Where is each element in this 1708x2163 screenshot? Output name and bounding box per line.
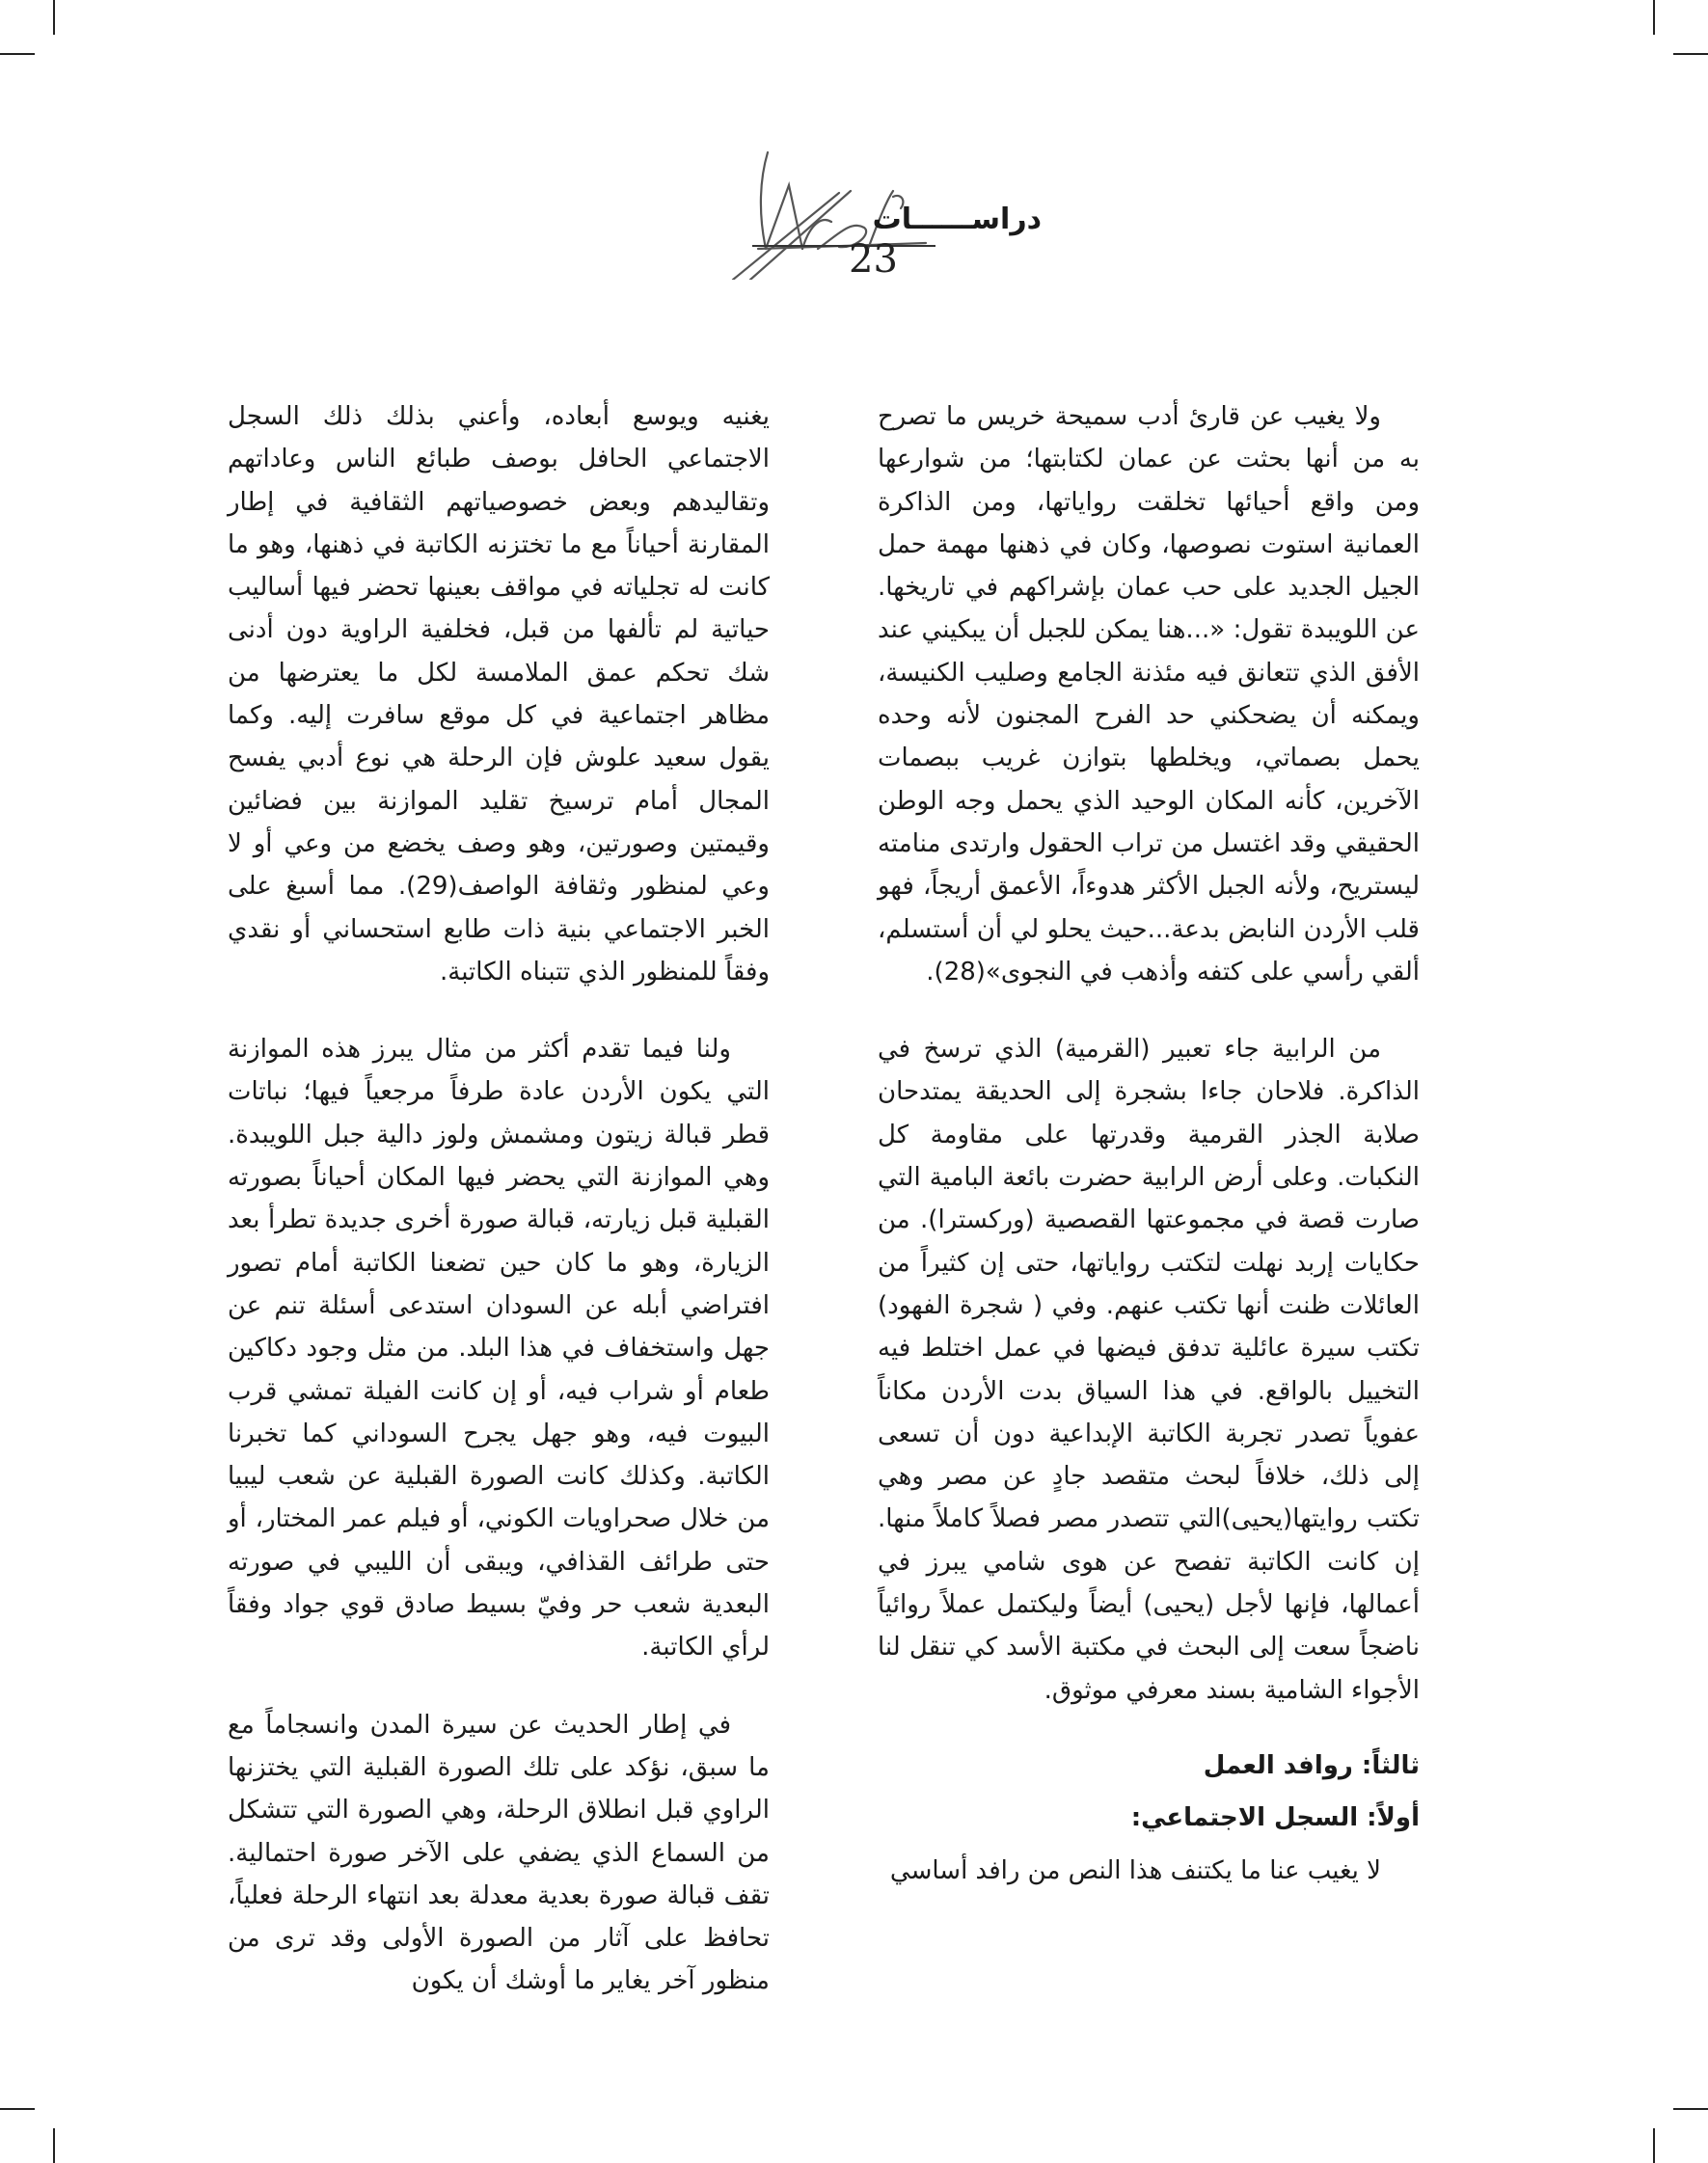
crop-mark-bl-v <box>53 2128 55 2163</box>
crop-mark-br-h <box>1673 2108 1708 2110</box>
section-heading: ثالثاً: روافد العمل <box>1203 1750 1420 1780</box>
crop-mark-tr-h <box>1673 53 1708 55</box>
page-number: 23 <box>849 237 898 282</box>
column-right <box>878 395 1420 1892</box>
paragraph: ولنا فيما تقدم أكثر من مثال يبرز هذه الموازنة التي يكون الأردن عادة طرفاً مرجعياً فيها؛ نباتات قطر قبالة زيتون ومشمش ولوز دالية جبل اللويبدة. وهي الموازنة التي يحضر فيها المكان أحياناً بصورته القبلية قبل زيارته، قبالة صورة أخرى جديدة تطرأ بعد الزيارة، وهو ما كان حين تضعنا الكاتبة أمام تصور افتراضي أبله عن السودان استدعى أسئلة تنم عن جهل واستخفاف في هذا البلد. من مثل وجود دكاكين طعام أو شراب فيه، أو إن كانت الفيلة تمشي قرب البيوت فيه، وهو جهل يجرح السوداني كما تخبرنا الكاتبة. وكذلك كانت الصورة القبلية عن شعب ليبيا من خلال صحراويات الكوني، أو فيلم عمر المختار، أو حتى طرائف القذافي، ويبقى أن الليبي في صورته البعدية شعب حر وفيّ بسيط صادق قوي جواد وفقاً لرأي الكاتبة. <box>228 1035 770 1663</box>
paragraph: ولا يغيب عن قارئ أدب سميحة خريس ما تصرح به من أنها بحثت عن عمان لكتابتها؛ من شوارعها ومن واقع أحيائها تخلقت رواياتها، ومن الذاكرة العمانية استوت نصوصها، وكان في ذهنها مهمة حمل الجيل الجديد على حب عمان بإشراكهم في تاريخها. عن اللويبدة تقول: «...هنا يمكن للجبل أن يبكيني عند الأفق الذي تتعانق فيه مئذنة الجامع وصليب الكنيسة، ويمكنه أن يضحكني حد الفرح المجنون لأنه وحده يحمل بصماتي، ويخلطها بتوازن غريب ببصمات الآخرين، كأنه المكان الوحيد الذي يحمل وجه الوطن الحقيقي وقد اغتسل من تراب الحقول وارتدى منامته ليستريح، ولأنه الجبل الأكثر هدوءاً، الأعمق أريجاً، فهو قلب الأردن النابض بدعة...حيث يحلو لي أن أستسلم، ألقي رأسي على كتفه وأذهب في النجوى»(28). <box>878 402 1420 987</box>
crop-mark-tl-h <box>0 53 35 55</box>
paragraph: في إطار الحديث عن سيرة المدن وانسجاماً مع ما سبق، نؤكد على تلك الصورة القبلية التي يختزنها الراوي قبل انطلاق الرحلة، وهي الصورة التي تتشكل من السماع الذي يضفي على الآخر صورة احتمالية. تقف قبالة صورة بعدية معدلة بعد انتهاء الرحلة فعلياً، تحافظ على آثار من الصورة الأولى وقد ترى من منظور آخر يغاير ما أوشك أن يكون <box>228 1710 770 1996</box>
crop-mark-bl-h <box>0 2108 35 2110</box>
subsection-heading: أولاً: السجل الاجتماعي: <box>1130 1803 1420 1833</box>
crop-mark-tr-v <box>1653 0 1655 35</box>
page-header <box>694 135 1042 280</box>
paragraph: يغنيه ويوسع أبعاده، وأعني بذلك ذلك السجل الاجتماعي الحافل بوصف طبائع الناس وعاداتهم وتقاليدهم وبعض خصوصياتهم الثقافية في إطار المقارنة أحياناً مع ما تختزنه الكاتبة في ذهنها، وهو ما كانت له تجلياته في مواقف بعينها تحضر فيها أساليب حياتية لم تألفها من قبل، فخلفية الراوية دون أدنى شك تحكم عمق الملامسة لكل ما يعترضها من مظاهر اجتماعية في كل موقع سافرت إليه. وكما يقول سعيد علوش فإن الرحلة هي نوع أدبي يفسح المجال أمام ترسيخ تقليد الموازنة بين فضائين وقيمتين وصورتين، وهو وصف يخضع من وعي أو لا وعي لمنظور وثقافة الواصف(29). مما أسبغ على الخبر الاجتماعي بنية ذات طابع استحساني أو نقدي وفقاً للمنظور الذي تتبناه الكاتبة. <box>228 402 770 987</box>
column-left <box>228 395 770 2003</box>
crop-mark-br-v <box>1653 2128 1655 2163</box>
crop-mark-tl-v <box>53 0 55 35</box>
paragraph: من الرابية جاء تعبير (القرمية) الذي ترسخ في الذاكرة. فلاحان جاءا بشجرة إلى الحديقة يمتدحان صلابة الجذر القرمية وقدرتها على مقاومة كل النكبات. وعلى أرض الرابية حضرت بائعة البامية التي صارت قصة في مجموعتها القصصية (وركسترا). من حكايات إربد نهلت لتكتب رواياتها، حتى إن كثيراً من العائلات ظنت أنها تكتب عنهم. وفي ( شجرة الفهود) تكتب سيرة عائلية تدفق فيضها في عمل اختلط فيه التخييل بالواقع. في هذا السياق بدت الأردن مكاناً عفوياً تصدر تجربة الكاتبة الإبداعية دون أن تسعى إلى ذلك، خلافاً لبحث متقصد جادٍ عن مصر وهي تكتب روايتها(يحيى)التي تتصدر مصر فصلاً كاملاً منها. إن كانت الكاتبة تفصح عن هوى شامي يبرز في أعمالها، فإنها لأجل (يحيى) أيضاً وليكتمل عملاً روائياً ناضجاً سعت إلى البحث في مكتبة الأسد كي تنقل لنا الأجواء الشامية بسند معرفي موثوق. <box>878 1035 1420 1705</box>
paragraph: لا يغيب عنا ما يكتنف هذا النص من رافد أساسي <box>889 1855 1381 1885</box>
section-label: دراســــــات <box>872 203 1042 236</box>
